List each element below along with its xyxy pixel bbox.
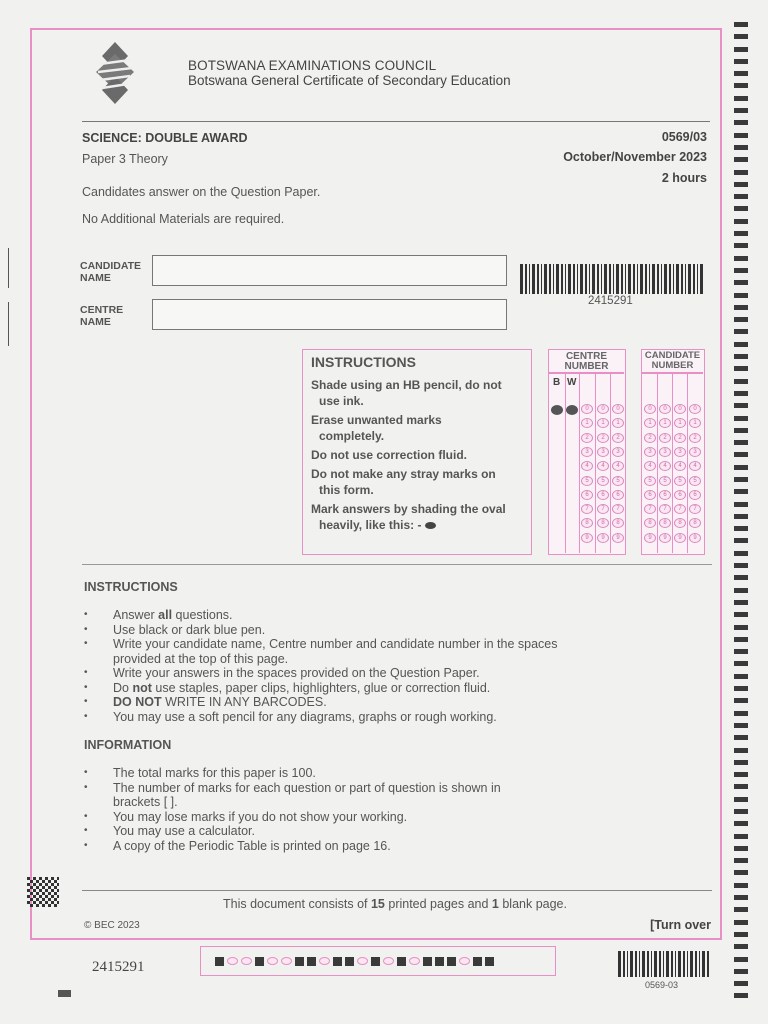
timing-mark <box>734 711 748 716</box>
identifier-block <box>473 957 482 966</box>
timing-mark <box>734 452 748 457</box>
council-name: BOTSWANA EXAMINATIONS COUNCIL <box>188 58 437 73</box>
list-item: • Answer all questions. <box>84 608 684 623</box>
digit-oval[interactable]: 1 <box>689 418 701 428</box>
candidate-number-grid <box>641 349 705 555</box>
list-item: • Use black or dark blue pen. <box>84 623 684 638</box>
centre-number-grid <box>548 349 626 555</box>
omr-line: Do not make any stray marks on <box>311 467 496 481</box>
timing-mark <box>734 981 748 986</box>
barcode <box>520 264 705 294</box>
digit-oval[interactable]: 1 <box>659 418 671 428</box>
digit-oval[interactable]: 7 <box>597 504 609 514</box>
digit-oval[interactable]: 2 <box>644 433 656 443</box>
digit-oval[interactable]: 3 <box>581 447 593 457</box>
timing-mark <box>734 34 748 39</box>
bec-logo-icon <box>90 40 140 108</box>
timing-mark <box>734 846 748 851</box>
digit-oval[interactable]: 5 <box>689 476 701 486</box>
timing-mark <box>734 59 748 64</box>
timing-mark <box>734 231 748 236</box>
barcode <box>618 951 710 977</box>
identifier-oval <box>383 957 394 965</box>
digit-oval[interactable]: 0 <box>597 404 609 414</box>
list-item: • You may use a calculator. <box>84 824 684 839</box>
digit-oval[interactable]: 9 <box>644 533 656 543</box>
timing-mark <box>734 944 748 949</box>
timing-mark <box>734 907 748 912</box>
timing-mark <box>734 883 748 888</box>
identifier-block <box>255 957 264 966</box>
timing-mark <box>734 502 748 507</box>
timing-mark <box>734 22 748 27</box>
omr-line: Erase unwanted marks <box>311 413 442 427</box>
timing-mark <box>734 920 748 925</box>
list-item: • The number of marks for each question or part of question is shown in <box>84 781 684 796</box>
list-item: provided at the top of this page. <box>113 651 289 666</box>
timing-mark <box>734 588 748 593</box>
certificate-name: Botswana General Certificate of Secondary Education <box>188 73 511 88</box>
note-no-materials: No Additional Materials are required. <box>82 212 285 226</box>
omr-line: Shade using an HB pencil, do not <box>311 378 502 392</box>
timing-mark <box>734 895 748 900</box>
omr-instructions-box <box>302 349 532 555</box>
digit-oval[interactable]: 9 <box>612 533 624 543</box>
omr-line: this form. <box>319 483 374 497</box>
digit-oval[interactable]: 6 <box>674 490 686 500</box>
digit-oval[interactable]: 3 <box>674 447 686 457</box>
omr-line: Mark answers by shading the oval <box>311 502 506 516</box>
timing-mark <box>734 170 748 175</box>
candidate-number-title: CANDIDATE NUMBER <box>644 350 701 371</box>
timing-mark <box>734 293 748 298</box>
digit-oval[interactable]: 5 <box>659 476 671 486</box>
paper-code: 0569/03 <box>661 130 707 144</box>
timing-mark <box>734 489 748 494</box>
note-answer-on-paper: Candidates answer on the Question Paper. <box>82 185 321 199</box>
identifier-block <box>307 957 316 966</box>
timing-mark <box>734 698 748 703</box>
timing-mark <box>734 71 748 76</box>
timing-mark <box>734 219 748 224</box>
identifier-oval <box>357 957 368 965</box>
digit-oval[interactable]: 7 <box>581 504 593 514</box>
digit-oval[interactable]: 8 <box>659 518 671 528</box>
digit-oval[interactable]: 0 <box>612 404 624 414</box>
timing-mark <box>734 538 748 543</box>
digit-oval[interactable]: 2 <box>689 433 701 443</box>
timing-mark <box>734 157 748 162</box>
digit-oval[interactable]: 4 <box>689 461 701 471</box>
digit-oval[interactable]: 5 <box>581 476 593 486</box>
timing-mark <box>734 379 748 384</box>
digit-oval[interactable]: 7 <box>612 504 624 514</box>
identifier-block <box>295 957 304 966</box>
digit-oval[interactable]: 1 <box>581 418 593 428</box>
digit-oval[interactable]: 6 <box>644 490 656 500</box>
digit-oval[interactable]: 5 <box>674 476 686 486</box>
list-item: • You may lose marks if you do not show your working. <box>84 810 684 825</box>
margin-tick <box>8 302 9 346</box>
timing-mark <box>734 661 748 666</box>
digit-oval[interactable]: 0 <box>689 404 701 414</box>
digit-oval[interactable]: 8 <box>581 518 593 528</box>
omr-line: completely. <box>319 429 385 443</box>
timing-mark <box>734 428 748 433</box>
digit-oval[interactable]: 5 <box>644 476 656 486</box>
timing-mark <box>734 391 748 396</box>
timing-mark <box>734 834 748 839</box>
digit-oval[interactable]: 0 <box>674 404 686 414</box>
timing-mark <box>734 821 748 826</box>
digit-oval[interactable]: 3 <box>689 447 701 457</box>
digit-oval[interactable]: 1 <box>644 418 656 428</box>
digit-oval[interactable]: 7 <box>689 504 701 514</box>
timing-mark <box>734 686 748 691</box>
digit-oval[interactable]: 4 <box>674 461 686 471</box>
digit-oval[interactable]: 7 <box>674 504 686 514</box>
timing-mark <box>734 243 748 248</box>
digit-oval[interactable]: 5 <box>597 476 609 486</box>
list-item: • DO NOT WRITE IN ANY BARCODES. <box>84 695 684 710</box>
timing-mark <box>734 305 748 310</box>
timing-mark <box>734 194 748 199</box>
timing-mark <box>734 674 748 679</box>
identifier-block <box>215 957 224 966</box>
timing-mark <box>734 182 748 187</box>
timing-mark <box>734 416 748 421</box>
timing-mark <box>734 120 748 125</box>
digit-oval[interactable]: 8 <box>612 518 624 528</box>
timing-mark <box>734 268 748 273</box>
identifier-oval <box>409 957 420 965</box>
timing-mark <box>734 440 748 445</box>
timing-mark <box>734 526 748 531</box>
digit-oval[interactable]: 4 <box>581 461 593 471</box>
timing-mark <box>734 83 748 88</box>
digit-oval[interactable]: 5 <box>612 476 624 486</box>
timing-mark <box>734 575 748 580</box>
identifier-oval <box>227 957 238 965</box>
digit-oval[interactable]: 7 <box>659 504 671 514</box>
identifier-oval <box>281 957 292 965</box>
centre-name-label: CENTRE NAME <box>80 304 124 328</box>
timing-mark <box>734 748 748 753</box>
identifier-block <box>345 957 354 966</box>
timing-mark <box>734 317 748 322</box>
identifier-block <box>435 957 444 966</box>
bottom-code: 0569-03 <box>645 980 679 990</box>
grid-column-line <box>672 373 673 553</box>
digit-oval[interactable]: 6 <box>659 490 671 500</box>
timing-mark <box>734 797 748 802</box>
information-list <box>84 766 684 853</box>
digit-oval[interactable]: 9 <box>581 533 593 543</box>
identifier-block <box>397 957 406 966</box>
instructions-list <box>84 608 684 724</box>
candidate-name-field[interactable] <box>152 255 507 286</box>
identifier-oval <box>241 957 252 965</box>
digit-oval[interactable]: 4 <box>597 461 609 471</box>
digit-oval[interactable]: 0 <box>644 404 656 414</box>
timing-mark <box>734 772 748 777</box>
timing-mark <box>734 403 748 408</box>
digit-oval[interactable]: 9 <box>597 533 609 543</box>
candidate-name-label: CANDIDATE NAME <box>80 260 142 284</box>
digit-oval[interactable]: 1 <box>674 418 686 428</box>
digit-oval[interactable]: 1 <box>612 418 624 428</box>
timing-mark <box>734 760 748 765</box>
timing-mark <box>734 649 748 654</box>
digit-oval[interactable]: 6 <box>612 490 624 500</box>
digit-oval[interactable]: 2 <box>597 433 609 443</box>
instructions-title: INSTRUCTIONS <box>84 580 178 594</box>
identifier-block <box>447 957 456 966</box>
timing-mark <box>734 637 748 642</box>
digit-oval[interactable]: 3 <box>659 447 671 457</box>
filled-oval[interactable] <box>551 405 563 415</box>
digit-oval[interactable]: 6 <box>597 490 609 500</box>
timing-mark <box>734 477 748 482</box>
digit-oval[interactable]: 3 <box>644 447 656 457</box>
turn-over: [Turn over <box>650 918 711 932</box>
list-item: • Write your answers in the spaces provided on the Question Paper. <box>84 666 684 681</box>
timing-mark <box>734 870 748 875</box>
timing-mark <box>734 625 748 630</box>
digit-oval[interactable]: 2 <box>581 433 593 443</box>
digit-oval[interactable]: 4 <box>659 461 671 471</box>
timing-mark <box>734 858 748 863</box>
digit-oval[interactable]: 4 <box>644 461 656 471</box>
timing-mark <box>734 47 748 52</box>
copyright: © BEC 2023 <box>84 920 140 931</box>
timing-mark <box>734 206 748 211</box>
omr-line: use ink. <box>319 394 364 408</box>
timing-mark <box>734 514 748 519</box>
timing-mark <box>734 354 748 359</box>
digit-oval[interactable]: 3 <box>612 447 624 457</box>
digit-oval[interactable]: 6 <box>581 490 593 500</box>
list-item: • You may use a soft pencil for any diagrams, graphs or rough working. <box>84 710 684 725</box>
digit-oval[interactable]: 2 <box>612 433 624 443</box>
timing-mark <box>734 145 748 150</box>
timing-mark <box>734 133 748 138</box>
list-item: • A copy of the Periodic Table is printed on page 16. <box>84 839 684 854</box>
identifier-block <box>371 957 380 966</box>
identifier-block <box>485 957 494 966</box>
digit-oval[interactable]: 3 <box>597 447 609 457</box>
timing-mark <box>734 108 748 113</box>
digit-oval[interactable]: 1 <box>597 418 609 428</box>
digit-oval[interactable]: 6 <box>689 490 701 500</box>
timing-mark <box>734 465 748 470</box>
divider <box>82 890 712 891</box>
list-item: • Do not use staples, paper clips, highlighters, glue or correction fluid. <box>84 681 684 696</box>
identifier-block <box>423 957 432 966</box>
digit-oval[interactable]: 8 <box>644 518 656 528</box>
timing-mark <box>734 784 748 789</box>
digit-oval[interactable]: 7 <box>644 504 656 514</box>
timing-mark <box>734 957 748 962</box>
omr-line: heavily, like this: - <box>311 517 506 533</box>
digit-oval[interactable]: 0 <box>659 404 671 414</box>
timing-mark <box>734 563 748 568</box>
divider <box>82 564 712 565</box>
centre-grid-header-line <box>549 372 624 374</box>
identifier-oval <box>267 957 278 965</box>
omr-instructions-title: INSTRUCTIONS <box>311 354 416 370</box>
digit-oval[interactable]: 2 <box>674 433 686 443</box>
identifier-oval <box>459 957 470 965</box>
exam-session: October/November 2023 <box>563 150 707 164</box>
barcode-number: 2415291 <box>588 295 633 307</box>
timing-mark <box>734 342 748 347</box>
timing-mark <box>734 809 748 814</box>
timing-mark <box>734 551 748 556</box>
list-item: • Write your candidate name, Centre number and candidate number in the spaces <box>84 637 684 652</box>
timing-mark <box>734 723 748 728</box>
timing-mark <box>734 280 748 285</box>
timing-mark <box>734 256 748 261</box>
digit-oval[interactable]: 0 <box>581 404 593 414</box>
timing-mark <box>734 600 748 605</box>
subject-title: SCIENCE: DOUBLE AWARD <box>82 131 248 145</box>
digit-oval[interactable]: 8 <box>674 518 686 528</box>
grid-column-line <box>565 373 566 553</box>
margin-tick <box>8 248 9 288</box>
digit-oval[interactable]: 8 <box>689 518 701 528</box>
grid-column-line <box>595 373 596 553</box>
timing-marks <box>734 22 748 1002</box>
digit-oval[interactable]: 2 <box>659 433 671 443</box>
qr-code-icon <box>27 877 59 907</box>
corner-mark <box>58 990 71 997</box>
divider <box>82 121 710 122</box>
timing-mark <box>734 329 748 334</box>
identifier-block <box>333 957 342 966</box>
list-item: brackets [ ]. <box>113 795 178 809</box>
omr-line: Do not use correction fluid. <box>311 448 468 462</box>
paper-name: Paper 3 Theory <box>82 152 168 166</box>
page-count-text: This document consists of 15 printed pages and 1 blank page. <box>223 897 567 911</box>
centre-b-label: B <box>553 377 561 388</box>
information-title: INFORMATION <box>84 738 172 752</box>
list-item: • The total marks for this paper is 100. <box>84 766 684 781</box>
timing-mark <box>734 96 748 101</box>
page-identifier-bar <box>200 946 556 976</box>
filled-oval[interactable] <box>566 405 578 415</box>
centre-number-title: CENTRE NUMBER <box>564 351 609 372</box>
timing-mark <box>734 612 748 617</box>
grid-column-line <box>657 373 658 553</box>
identifier-oval <box>319 957 330 965</box>
timing-mark <box>734 969 748 974</box>
digit-oval[interactable]: 9 <box>674 533 686 543</box>
centre-name-field[interactable] <box>152 299 507 330</box>
timing-mark <box>734 993 748 998</box>
digit-oval[interactable]: 8 <box>597 518 609 528</box>
digit-oval[interactable]: 9 <box>689 533 701 543</box>
digit-oval[interactable]: 9 <box>659 533 671 543</box>
grid-column-line <box>579 373 580 553</box>
timing-mark <box>734 735 748 740</box>
timing-mark <box>734 932 748 937</box>
grid-column-line <box>610 373 611 553</box>
digit-oval[interactable]: 4 <box>612 461 624 471</box>
centre-w-label: W <box>567 377 577 388</box>
filled-oval-example-icon <box>425 522 436 529</box>
timing-mark <box>734 366 748 371</box>
bottom-number: 2415291 <box>92 959 145 975</box>
exam-duration: 2 hours <box>661 171 707 185</box>
grid-column-line <box>687 373 688 553</box>
